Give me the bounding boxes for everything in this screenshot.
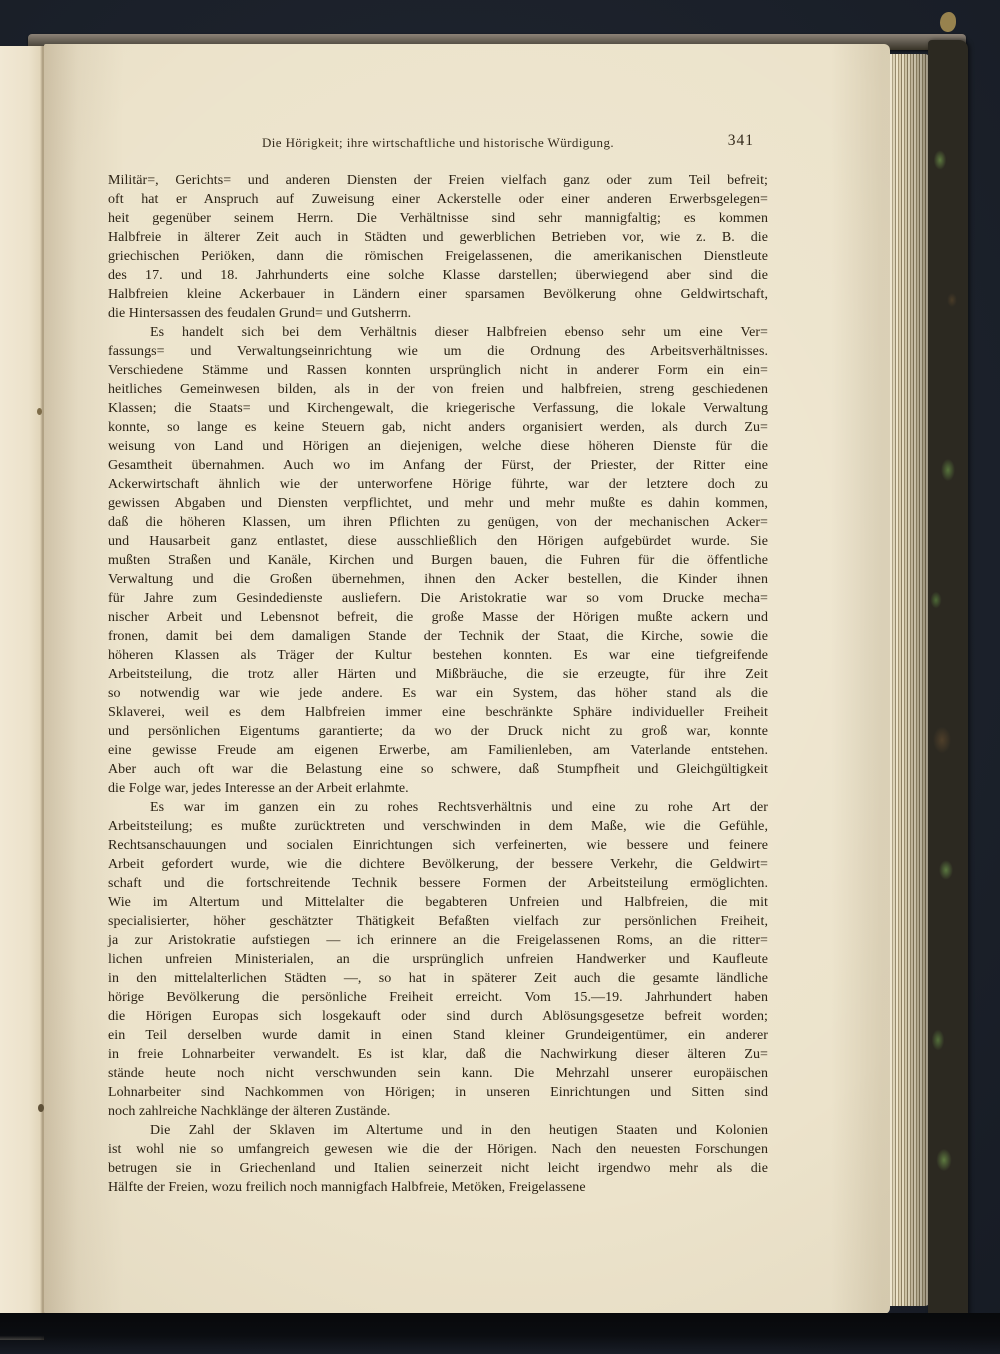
text-line: Es handelt sich bei dem Verhältnis dieser Halbfreien ebenso sehr um eine Ver= [150, 325, 768, 340]
text-line: gewissen Abgaben und Diensten verpflichtet, und mehr und mehr mußte es dahin kommen, [108, 496, 768, 511]
text-line: Arbeit gefordert wurde, wie die dichtere Bevölkerung, der bessere Verkehr, die Geldwirt= [108, 857, 768, 872]
text-line: Es war im ganzen ein zu rohes Rechtsverhältnis und eine zu rohe Art der [150, 800, 768, 815]
paper-speck [38, 1104, 44, 1112]
text-line: mußten Straßen und Kanäle, Kirchen und Burgen bauen, die Fuhren für die öffentliche [108, 553, 768, 568]
text-line: fassungs= und Verwaltungseinrichtung wie um die Ordnung des Arbeitsverhältnisses. [108, 344, 768, 359]
text-line: heitliches Gemeinwesen bilden, als in der von freien und halbfreien, streng geschiedenen [108, 382, 768, 397]
text-line: daß die höheren Klassen, um ihren Pflichten zu genügen, von der mechanischen Acker= [108, 515, 768, 530]
text-line: oft hat er Anspruch auf Zuweisung einer Ackerstelle oder einer anderen Erwerbsgelegen= [108, 192, 768, 207]
text-line: nischer Arbeit und Lebensnot befreit, die große Masse der Hörigen mußte ackern und [108, 610, 768, 625]
text-line: Ackerwirtschaft ähnlich wie der unterworfene Hörige führte, war der letztere doch zu [108, 477, 768, 492]
text-line: noch zahlreiche Nachklänge der älteren Zustände. [108, 1104, 391, 1119]
text-line: fronen, damit bei dem damaligen Stande der Technik der Staat, die Kirche, sowie die [108, 629, 768, 644]
text-line: die Hörigen Europas sich losgekauft oder sind durch Ablösungsgesetze befreit worden; [108, 1009, 768, 1024]
text-line: Militär=, Gerichts= und anderen Diensten der Freien vielfach ganz oder zum Teil befreit; [108, 173, 768, 188]
text-line: lichen unfreien Ministerialen, an die ursprünglich unfreien Handwerker und Kaufleute [108, 952, 768, 967]
text-line: in den mittelalterlichen Städten —, so hat in späterer Zeit auch die gesamte ländliche [108, 971, 768, 986]
text-line: die Folge war, jedes Interesse an der Arbeit erlahmte. [108, 781, 409, 796]
text-line: eine gewisse Freude am eigenen Erwerbe, am Familienleben, am Vaterlande entstehen. [108, 743, 768, 758]
text-line: Klassen; die Staats= und Kirchengewalt, die kriegerische Verfassung, die lokale Verwaltung [108, 401, 768, 416]
text-line: betrugen sie in Griechenland und Italien seinerzeit nicht leicht irgendwo mehr als die [108, 1161, 768, 1176]
paper-speck [37, 408, 42, 415]
text-line: Die Zahl der Sklaven im Altertume und in den heutigen Staaten und Kolonien [150, 1123, 768, 1138]
text-column [108, 171, 768, 1197]
text-line: Rechtsanschauungen und socialen Einrichtungen sich verfeinerten, wie bessere und feinere [108, 838, 768, 853]
text-line: höheren Klassen als Träger der Kultur bestehen konnten. Es war eine tiefgreifende [108, 648, 768, 663]
text-line: konnte, so lange es keine Steuern gab, nicht anders organisiert werden, als durch Zu= [108, 420, 768, 435]
text-line: Gesamtheit übernahmen. Auch wo im Anfang der Fürst, der Priester, der Ritter eine [108, 458, 768, 473]
cover-wear-spot [940, 12, 956, 32]
text-line: griechischen Periöken, dann die römischen Freigelassenen, die amerikanischen Dienstleute [108, 249, 768, 264]
text-line: Arbeitsteilung; es mußte zurücktreten und verschwinden in dem Maße, wie die Gefühle, [108, 819, 768, 834]
text-line: Verwaltung und die Großen übernehmen, ihnen den Acker bestellen, die Kinder ihnen [108, 572, 768, 587]
page-number: 341 [727, 132, 754, 149]
text-line: des 17. und 18. Jahrhunderts eine solche Klasse darstellen; überwiegend aber sind die [108, 268, 768, 283]
text-line: und Hausarbeit ganz entlastet, diese ausschließlich den Hörigen aufgebürdet wurde. Sie [108, 534, 768, 549]
text-line: Hälfte der Freien, wozu freilich noch mannigfach Halbfreie, Metöken, Freigelassene [108, 1180, 586, 1195]
text-line: weisung von Land und Hörigen an diejenigen, welche diese höheren Dienste für die [108, 439, 768, 454]
text-line: Arbeitsteilung, die trotz aller Härten und Mißbräuche, die sie erzeugte, für ihre Zeit [108, 667, 768, 682]
text-line: schaft und die fortschreitende Technik bessere Formen der Arbeitsteilung ermöglichten. [108, 876, 768, 891]
text-line: Verschiedene Stämme und Rassen konnten ursprünglich nicht in anderer Form ein ein= [108, 363, 768, 378]
text-line: so notwendig war wie jede andere. Es war ein System, das höher stand als die [108, 686, 768, 701]
page-edges-stack [890, 54, 930, 1306]
running-header [108, 134, 768, 154]
text-line: Wie im Altertum und Mittelalter die begabteren Unfreien und Halbfreien, die mit [108, 895, 768, 910]
book-bottom-shadow [0, 1313, 1000, 1354]
text-line: ist wohl nie so umfangreich gewesen wie die der Hörigen. Nach den neuesten Forschungen [108, 1142, 768, 1157]
book-page [44, 44, 890, 1314]
previous-page-edge [0, 46, 44, 1340]
text-line: stände heute noch nicht verschwunden sein kann. Die Mehrzahl unserer europäischen [108, 1066, 768, 1081]
text-line: in freie Lohnarbeiter verwandelt. Es ist klar, daß die Nachwirkung dieser älteren Zu= [108, 1047, 768, 1062]
text-line: für Jahre zum Gesindedienste ausliefern. Die Aristokratie war so vom Drucke mecha= [108, 591, 768, 606]
text-line: Halbfreien kleine Ackerbauer in Ländern einer sparsamen Bevölkerung ohne Geldwirtschaft, [108, 287, 768, 302]
marbled-cover-edge [928, 40, 968, 1324]
text-line: Sklaverei, weil es dem Halbfreien immer eine beschränkte Sphäre individueller Freiheit [108, 705, 768, 720]
text-line: ja zur Aristokratie aufstiegen — ich erinnere an die Freigelassenen Roms, an die ritter= [108, 933, 768, 948]
text-line: und persönlichen Eigentums garantierte; da wo der Druck nicht zu groß war, konnte [108, 724, 768, 739]
header-title: Die Hörigkeit; ihre wirtschaftliche und historische Würdigung. [261, 135, 614, 150]
text-line: heit gegenüber seinem Herrn. Die Verhältnisse sind sehr mannigfaltig; es kommen [108, 211, 768, 226]
text-line: Halbfreie in älterer Zeit auch in Städten und gewerblichen Betrieben vor, wie z. B. die [108, 230, 768, 245]
text-line: Aber auch oft war die Belastung eine so schwere, daß Stumpfheit und Gleichgültigkeit [108, 762, 768, 777]
text-line: specialisierter, höher geschätzter Thätigkeit Befaßten vielfach zur persönlichen Freiheit, [108, 914, 768, 929]
text-line: ein Teil derselben wurde damit in einen Stand kleiner Grundeigentümer, ein anderer [108, 1028, 768, 1043]
text-line: die Hintersassen des feudalen Grund= und Gutsherrn. [108, 306, 412, 321]
text-line: Lohnarbeiter sind Nachkommen von Hörigen; in unseren Einrichtungen und Sitten sind [108, 1085, 768, 1100]
text-line: hörige Bevölkerung die persönliche Freiheit erreicht. Vom 15.—19. Jahrhundert haben [108, 990, 768, 1005]
